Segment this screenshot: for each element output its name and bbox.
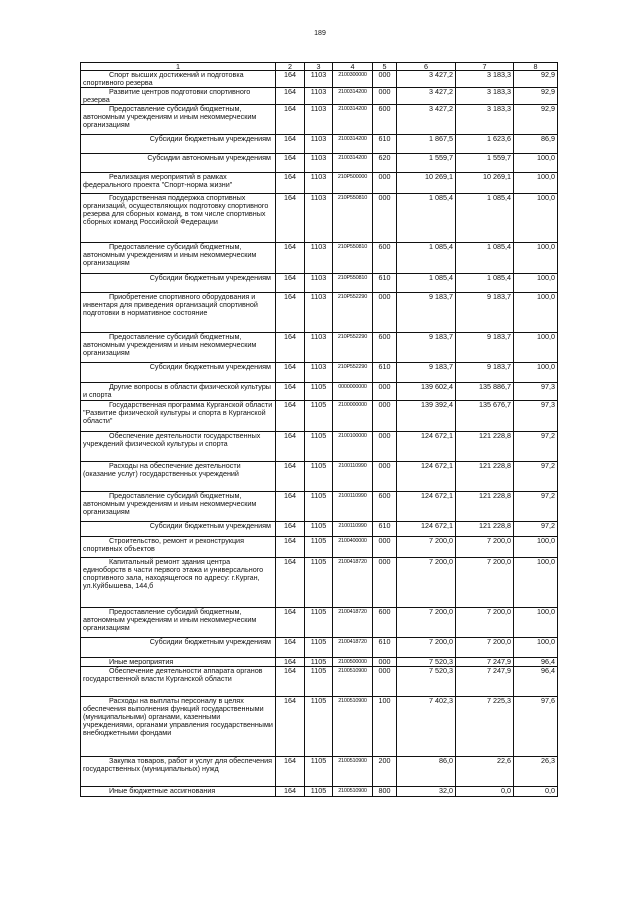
row-cs-cell: 2100500000 bbox=[333, 658, 373, 667]
row-vr-cell: 000 bbox=[373, 88, 397, 105]
row-fact-cell: 7 200,0 bbox=[456, 558, 514, 608]
row-name-cell bbox=[81, 697, 276, 757]
row-fact-cell: 3 183,3 bbox=[456, 88, 514, 105]
row-rz-cell: 1105 bbox=[305, 638, 333, 658]
row-gr-cell: 164 bbox=[276, 492, 305, 522]
row-plan-cell: 3 427,2 bbox=[397, 88, 456, 105]
row-cs-cell: 2100418720 bbox=[333, 638, 373, 658]
row-vr-cell: 610 bbox=[373, 135, 397, 154]
row-plan-cell: 1 085,4 bbox=[397, 243, 456, 274]
row-name-text: Государственная поддержка спортивных организаций, осуществляющих подготовку спортивного резерва для сборных команд, в том числе спортивных сборных команд Российской Федерации bbox=[83, 193, 269, 226]
row-cs-cell: 2100100000 bbox=[333, 432, 373, 462]
row-name-cell bbox=[81, 537, 276, 558]
row-cs-cell: 2100314200 bbox=[333, 105, 373, 135]
row-percent-cell: 92,9 bbox=[514, 71, 558, 88]
row-percent-cell: 100,0 bbox=[514, 558, 558, 608]
row-name-cell bbox=[81, 383, 276, 401]
row-cs-cell: 2100000000 bbox=[333, 401, 373, 432]
row-percent-cell: 100,0 bbox=[514, 638, 558, 658]
row-name-text: Развитие центров подготовки спортивного резерва bbox=[83, 87, 251, 104]
row-vr-cell: 600 bbox=[373, 333, 397, 363]
row-plan-cell: 9 183,7 bbox=[397, 333, 456, 363]
row-plan-cell: 1 085,4 bbox=[397, 194, 456, 243]
row-name-text: Предоставление субсидий бюджетным, автономным учреждениям и иным некоммерческим организациям bbox=[83, 104, 257, 129]
table-row bbox=[81, 173, 558, 194]
row-name-text: Обеспечение деятельности государственных учреждений физической культуры и спорта bbox=[83, 431, 261, 448]
row-rz-cell: 1103 bbox=[305, 154, 333, 173]
row-fact-cell: 1 559,7 bbox=[456, 154, 514, 173]
row-vr-cell: 610 bbox=[373, 274, 397, 293]
row-cs-cell: 2100300000 bbox=[333, 71, 373, 88]
table-row bbox=[81, 608, 558, 638]
row-gr-cell: 164 bbox=[276, 71, 305, 88]
row-plan-cell: 9 183,7 bbox=[397, 363, 456, 383]
table-row bbox=[81, 401, 558, 432]
row-rz-cell: 1105 bbox=[305, 658, 333, 667]
table-row bbox=[81, 105, 558, 135]
table-row bbox=[81, 194, 558, 243]
row-name-cell bbox=[81, 105, 276, 135]
row-name-cell bbox=[81, 558, 276, 608]
row-name-text: Иные мероприятия bbox=[109, 657, 174, 666]
row-cs-cell: 2100314200 bbox=[333, 88, 373, 105]
table-row bbox=[81, 537, 558, 558]
row-rz-cell: 1105 bbox=[305, 537, 333, 558]
row-vr-cell: 000 bbox=[373, 667, 397, 697]
row-name-cell bbox=[81, 667, 276, 697]
row-vr-cell: 600 bbox=[373, 105, 397, 135]
row-cs-cell: 210P550810 bbox=[333, 194, 373, 243]
row-plan-cell: 32,0 bbox=[397, 787, 456, 797]
row-vr-cell: 610 bbox=[373, 363, 397, 383]
row-vr-cell: 000 bbox=[373, 558, 397, 608]
row-percent-cell: 97,2 bbox=[514, 432, 558, 462]
row-plan-cell: 139 392,4 bbox=[397, 401, 456, 432]
header-cell: 1 bbox=[81, 63, 276, 71]
row-vr-cell: 000 bbox=[373, 71, 397, 88]
row-name-text: Субсидии бюджетным учреждениям bbox=[149, 362, 271, 371]
row-fact-cell: 121 228,8 bbox=[456, 492, 514, 522]
row-rz-cell: 1105 bbox=[305, 522, 333, 537]
row-cs-cell: 2100510900 bbox=[333, 787, 373, 797]
row-cs-cell: 2100418720 bbox=[333, 558, 373, 608]
table-row bbox=[81, 333, 558, 363]
row-name-text: Субсидии бюджетным учреждениям bbox=[149, 273, 271, 282]
table-row bbox=[81, 71, 558, 88]
row-gr-cell: 164 bbox=[276, 787, 305, 797]
row-gr-cell: 164 bbox=[276, 537, 305, 558]
row-percent-cell: 97,2 bbox=[514, 462, 558, 492]
row-plan-cell: 139 602,4 bbox=[397, 383, 456, 401]
row-gr-cell: 164 bbox=[276, 88, 305, 105]
row-name-text: Приобретение спортивного оборудования и инвентаря для приведения организаций спортивной подготовки в нормативное состояние bbox=[83, 292, 258, 317]
row-rz-cell: 1105 bbox=[305, 697, 333, 757]
table-row bbox=[81, 667, 558, 697]
row-plan-cell: 124 672,1 bbox=[397, 432, 456, 462]
header-cell: 8 bbox=[514, 63, 558, 71]
row-cs-cell: 2100418720 bbox=[333, 608, 373, 638]
row-fact-cell: 7 200,0 bbox=[456, 537, 514, 558]
row-name-cell bbox=[81, 432, 276, 462]
row-name-text: Спорт высших достижений и подготовка спортивного резерва bbox=[83, 70, 244, 87]
row-fact-cell: 135 886,7 bbox=[456, 383, 514, 401]
row-vr-cell: 600 bbox=[373, 243, 397, 274]
row-rz-cell: 1103 bbox=[305, 71, 333, 88]
row-fact-cell: 1 085,4 bbox=[456, 274, 514, 293]
row-name-cell bbox=[81, 135, 276, 154]
row-vr-cell: 000 bbox=[373, 462, 397, 492]
row-cs-cell: 210P552290 bbox=[333, 363, 373, 383]
row-name-cell bbox=[81, 363, 276, 383]
row-gr-cell: 164 bbox=[276, 558, 305, 608]
row-name-cell bbox=[81, 462, 276, 492]
row-gr-cell: 164 bbox=[276, 243, 305, 274]
row-plan-cell: 7 402,3 bbox=[397, 697, 456, 757]
row-percent-cell: 86,9 bbox=[514, 135, 558, 154]
row-name-cell bbox=[81, 333, 276, 363]
row-name-text: Капитальный ремонт здания центра единоборств в части первого этажа и универсального спортивного зала, находящегося по адресу: г.Курган, ул.Куйбышева, 144,б bbox=[83, 557, 264, 590]
row-vr-cell: 000 bbox=[373, 194, 397, 243]
row-gr-cell: 164 bbox=[276, 293, 305, 333]
row-fact-cell: 9 183,7 bbox=[456, 363, 514, 383]
row-name-text: Расходы на выплаты персоналу в целях обеспечения выполнения функций государственными (муниципальными) органами, казенными учреждениями, органами управления государственными внебюджетными фондами bbox=[83, 696, 273, 737]
row-vr-cell: 100 bbox=[373, 697, 397, 757]
row-fact-cell: 121 228,8 bbox=[456, 462, 514, 492]
row-cs-cell: 2100110990 bbox=[333, 462, 373, 492]
row-percent-cell: 97,2 bbox=[514, 492, 558, 522]
row-plan-cell: 7 520,3 bbox=[397, 658, 456, 667]
row-cs-cell: 210P552290 bbox=[333, 333, 373, 363]
row-fact-cell: 135 676,7 bbox=[456, 401, 514, 432]
row-percent-cell: 100,0 bbox=[514, 154, 558, 173]
row-vr-cell: 000 bbox=[373, 432, 397, 462]
row-gr-cell: 164 bbox=[276, 135, 305, 154]
row-fact-cell: 1 623,6 bbox=[456, 135, 514, 154]
table-row bbox=[81, 697, 558, 757]
row-gr-cell: 164 bbox=[276, 401, 305, 432]
row-gr-cell: 164 bbox=[276, 697, 305, 757]
row-name-text: Предоставление субсидий бюджетным, автономным учреждениям и иным некоммерческим организациям bbox=[83, 332, 257, 357]
row-percent-cell: 100,0 bbox=[514, 293, 558, 333]
row-percent-cell: 100,0 bbox=[514, 173, 558, 194]
row-percent-cell: 92,9 bbox=[514, 105, 558, 135]
row-cs-cell: 2100510900 bbox=[333, 667, 373, 697]
table-row bbox=[81, 638, 558, 658]
row-fact-cell: 121 228,8 bbox=[456, 522, 514, 537]
row-percent-cell: 100,0 bbox=[514, 333, 558, 363]
row-gr-cell: 164 bbox=[276, 274, 305, 293]
row-vr-cell: 610 bbox=[373, 638, 397, 658]
table-row bbox=[81, 757, 558, 787]
row-name-cell bbox=[81, 274, 276, 293]
row-name-cell bbox=[81, 243, 276, 274]
row-gr-cell: 164 bbox=[276, 154, 305, 173]
row-cs-cell: 210P550810 bbox=[333, 274, 373, 293]
row-gr-cell: 164 bbox=[276, 608, 305, 638]
row-rz-cell: 1105 bbox=[305, 432, 333, 462]
row-plan-cell: 86,0 bbox=[397, 757, 456, 787]
row-percent-cell: 100,0 bbox=[514, 274, 558, 293]
row-percent-cell: 96,4 bbox=[514, 667, 558, 697]
table-row bbox=[81, 293, 558, 333]
row-fact-cell: 0,0 bbox=[456, 787, 514, 797]
row-plan-cell: 3 427,2 bbox=[397, 71, 456, 88]
row-rz-cell: 1105 bbox=[305, 558, 333, 608]
row-plan-cell: 7 200,0 bbox=[397, 638, 456, 658]
row-plan-cell: 124 672,1 bbox=[397, 522, 456, 537]
row-fact-cell: 7 200,0 bbox=[456, 638, 514, 658]
row-gr-cell: 164 bbox=[276, 757, 305, 787]
row-cs-cell: 0000000000 bbox=[333, 383, 373, 401]
row-gr-cell: 164 bbox=[276, 105, 305, 135]
row-name-cell bbox=[81, 293, 276, 333]
row-name-text: Предоставление субсидий бюджетным, автономным учреждениям и иным некоммерческим организациям bbox=[83, 242, 257, 267]
row-fact-cell: 1 085,4 bbox=[456, 243, 514, 274]
row-rz-cell: 1103 bbox=[305, 363, 333, 383]
table-row bbox=[81, 658, 558, 667]
row-name-cell bbox=[81, 658, 276, 667]
row-rz-cell: 1105 bbox=[305, 401, 333, 432]
header-cell: 4 bbox=[333, 63, 373, 71]
table-row bbox=[81, 558, 558, 608]
row-name-text: Обеспечение деятельности аппарата органов государственной власти Курганской области bbox=[83, 666, 263, 683]
row-percent-cell: 100,0 bbox=[514, 537, 558, 558]
row-cs-cell: 210P500000 bbox=[333, 173, 373, 194]
table-row bbox=[81, 383, 558, 401]
row-vr-cell: 800 bbox=[373, 787, 397, 797]
row-percent-cell: 100,0 bbox=[514, 608, 558, 638]
row-rz-cell: 1103 bbox=[305, 243, 333, 274]
row-name-cell bbox=[81, 71, 276, 88]
row-plan-cell: 1 559,7 bbox=[397, 154, 456, 173]
row-gr-cell: 164 bbox=[276, 363, 305, 383]
header-cell: 7 bbox=[456, 63, 514, 71]
table-row bbox=[81, 462, 558, 492]
row-vr-cell: 600 bbox=[373, 608, 397, 638]
row-name-text: Субсидии автономным учреждениям bbox=[147, 153, 271, 162]
row-rz-cell: 1105 bbox=[305, 383, 333, 401]
row-fact-cell: 9 183,7 bbox=[456, 293, 514, 333]
row-rz-cell: 1105 bbox=[305, 608, 333, 638]
row-fact-cell: 7 200,0 bbox=[456, 608, 514, 638]
row-name-cell bbox=[81, 608, 276, 638]
row-name-text: Закупка товаров, работ и услуг для обеспечения государственных (муниципальных) нужд bbox=[83, 756, 273, 773]
row-name-cell bbox=[81, 401, 276, 432]
row-cs-cell: 2100510900 bbox=[333, 757, 373, 787]
row-name-text: Строительство, ремонт и реконструкция спортивных объектов bbox=[83, 536, 244, 553]
row-fact-cell: 7 247,9 bbox=[456, 667, 514, 697]
row-name-text: Предоставление субсидий бюджетным, автономным учреждениям и иным некоммерческим организациям bbox=[83, 607, 257, 632]
row-rz-cell: 1103 bbox=[305, 88, 333, 105]
table-body bbox=[81, 71, 558, 797]
row-rz-cell: 1105 bbox=[305, 492, 333, 522]
row-name-cell bbox=[81, 173, 276, 194]
row-gr-cell: 164 bbox=[276, 432, 305, 462]
row-plan-cell: 7 520,3 bbox=[397, 667, 456, 697]
row-rz-cell: 1105 bbox=[305, 667, 333, 697]
row-gr-cell: 164 bbox=[276, 173, 305, 194]
row-rz-cell: 1103 bbox=[305, 105, 333, 135]
table-row bbox=[81, 154, 558, 173]
table-row bbox=[81, 492, 558, 522]
table-row bbox=[81, 135, 558, 154]
row-name-cell bbox=[81, 154, 276, 173]
row-cs-cell: 210P552290 bbox=[333, 293, 373, 333]
row-name-text: Реализация мероприятий в рамках федерального проекта "Спорт-норма жизни" bbox=[83, 172, 233, 189]
row-plan-cell: 7 200,0 bbox=[397, 537, 456, 558]
row-gr-cell: 164 bbox=[276, 638, 305, 658]
row-cs-cell: 2100314200 bbox=[333, 135, 373, 154]
row-plan-cell: 1 867,5 bbox=[397, 135, 456, 154]
row-rz-cell: 1103 bbox=[305, 333, 333, 363]
row-vr-cell: 000 bbox=[373, 537, 397, 558]
table-row bbox=[81, 243, 558, 274]
row-gr-cell: 164 bbox=[276, 658, 305, 667]
row-cs-cell: 2100400000 bbox=[333, 537, 373, 558]
table-row bbox=[81, 522, 558, 537]
row-name-text: Иные бюджетные ассигнования bbox=[109, 786, 216, 795]
row-fact-cell: 121 228,8 bbox=[456, 432, 514, 462]
row-vr-cell: 000 bbox=[373, 173, 397, 194]
header-cell: 2 bbox=[276, 63, 305, 71]
row-cs-cell: 2100314200 bbox=[333, 154, 373, 173]
row-percent-cell: 97,3 bbox=[514, 383, 558, 401]
row-name-cell bbox=[81, 492, 276, 522]
row-vr-cell: 200 bbox=[373, 757, 397, 787]
row-vr-cell: 610 bbox=[373, 522, 397, 537]
row-percent-cell: 97,6 bbox=[514, 697, 558, 757]
header-cell: 3 bbox=[305, 63, 333, 71]
row-percent-cell: 92,9 bbox=[514, 88, 558, 105]
row-plan-cell: 10 269,1 bbox=[397, 173, 456, 194]
row-vr-cell: 000 bbox=[373, 658, 397, 667]
row-plan-cell: 124 672,1 bbox=[397, 492, 456, 522]
row-vr-cell: 000 bbox=[373, 293, 397, 333]
row-rz-cell: 1103 bbox=[305, 135, 333, 154]
row-cs-cell: 2100110990 bbox=[333, 492, 373, 522]
row-gr-cell: 164 bbox=[276, 333, 305, 363]
row-percent-cell: 0,0 bbox=[514, 787, 558, 797]
row-cs-cell: 2100110990 bbox=[333, 522, 373, 537]
table-row bbox=[81, 274, 558, 293]
row-name-cell bbox=[81, 757, 276, 787]
budget-table bbox=[80, 62, 558, 797]
row-name-cell bbox=[81, 88, 276, 105]
row-fact-cell: 9 183,7 bbox=[456, 333, 514, 363]
row-name-text: Расходы на обеспечение деятельности (оказание услуг) государственных учреждений bbox=[83, 461, 241, 478]
row-rz-cell: 1105 bbox=[305, 757, 333, 787]
row-fact-cell: 3 183,3 bbox=[456, 71, 514, 88]
row-cs-cell: 2100510900 bbox=[333, 697, 373, 757]
row-percent-cell: 100,0 bbox=[514, 363, 558, 383]
row-plan-cell: 7 200,0 bbox=[397, 558, 456, 608]
row-fact-cell: 22,6 bbox=[456, 757, 514, 787]
row-percent-cell: 97,2 bbox=[514, 522, 558, 537]
row-name-cell bbox=[81, 638, 276, 658]
page-number: 189 bbox=[314, 30, 326, 37]
row-percent-cell: 97,3 bbox=[514, 401, 558, 432]
row-gr-cell: 164 bbox=[276, 194, 305, 243]
row-rz-cell: 1105 bbox=[305, 787, 333, 797]
row-name-text: Субсидии бюджетным учреждениям bbox=[149, 134, 271, 143]
row-plan-cell: 7 200,0 bbox=[397, 608, 456, 638]
table-row bbox=[81, 432, 558, 462]
table-header-row bbox=[81, 63, 558, 71]
row-vr-cell: 620 bbox=[373, 154, 397, 173]
row-name-cell bbox=[81, 522, 276, 537]
header-cell: 6 bbox=[397, 63, 456, 71]
row-cs-cell: 210P550810 bbox=[333, 243, 373, 274]
row-name-text: Предоставление субсидий бюджетным, автономным учреждениям и иным некоммерческим организациям bbox=[83, 491, 257, 516]
row-gr-cell: 164 bbox=[276, 667, 305, 697]
row-name-text: Субсидии бюджетным учреждениям bbox=[149, 637, 271, 646]
row-name-cell bbox=[81, 787, 276, 797]
row-vr-cell: 600 bbox=[373, 492, 397, 522]
row-rz-cell: 1103 bbox=[305, 293, 333, 333]
row-rz-cell: 1103 bbox=[305, 274, 333, 293]
row-vr-cell: 000 bbox=[373, 383, 397, 401]
table-row bbox=[81, 787, 558, 797]
row-vr-cell: 000 bbox=[373, 401, 397, 432]
row-plan-cell: 9 183,7 bbox=[397, 293, 456, 333]
header-cell: 5 bbox=[373, 63, 397, 71]
row-rz-cell: 1105 bbox=[305, 462, 333, 492]
row-fact-cell: 3 183,3 bbox=[456, 105, 514, 135]
row-name-text: Субсидии бюджетным учреждениям bbox=[149, 521, 271, 530]
table-row bbox=[81, 363, 558, 383]
row-name-text: Другие вопросы в области физической культуры и спорта bbox=[83, 382, 271, 399]
row-percent-cell: 100,0 bbox=[514, 243, 558, 274]
row-gr-cell: 164 bbox=[276, 462, 305, 492]
row-plan-cell: 3 427,2 bbox=[397, 105, 456, 135]
row-gr-cell: 164 bbox=[276, 522, 305, 537]
row-plan-cell: 1 085,4 bbox=[397, 274, 456, 293]
row-rz-cell: 1103 bbox=[305, 194, 333, 243]
row-percent-cell: 96,4 bbox=[514, 658, 558, 667]
row-name-cell bbox=[81, 194, 276, 243]
row-name-text: Государственная программа Курганской области "Развитие физической культуры и спорта в Курганской области" bbox=[83, 400, 273, 425]
row-gr-cell: 164 bbox=[276, 383, 305, 401]
row-percent-cell: 100,0 bbox=[514, 194, 558, 243]
row-fact-cell: 1 085,4 bbox=[456, 194, 514, 243]
row-fact-cell: 10 269,1 bbox=[456, 173, 514, 194]
row-rz-cell: 1103 bbox=[305, 173, 333, 194]
row-plan-cell: 124 672,1 bbox=[397, 462, 456, 492]
row-fact-cell: 7 247,9 bbox=[456, 658, 514, 667]
row-percent-cell: 26,3 bbox=[514, 757, 558, 787]
table-row bbox=[81, 88, 558, 105]
row-fact-cell: 7 225,3 bbox=[456, 697, 514, 757]
